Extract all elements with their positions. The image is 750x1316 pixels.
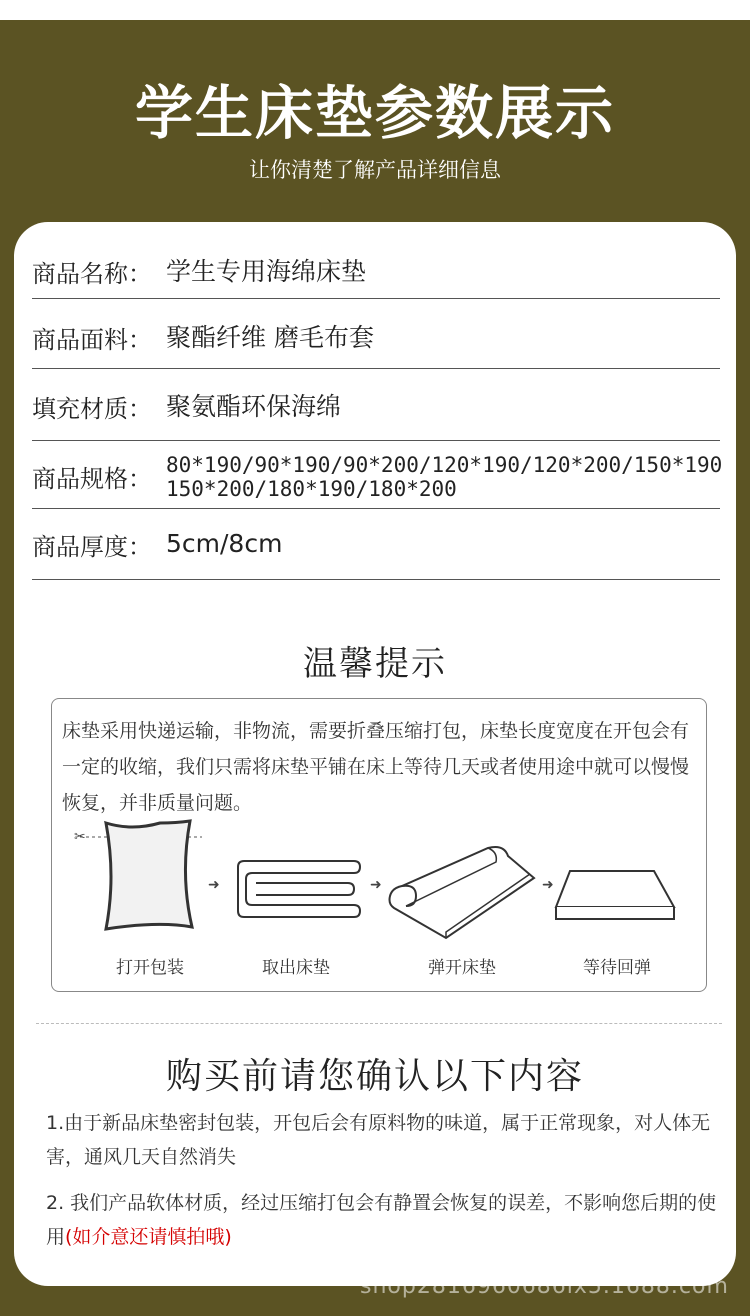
param-row-filling	[32, 369, 720, 441]
top-border	[0, 0, 750, 20]
arrow-icon: ➜	[208, 877, 220, 893]
page-title: 学生床垫参数展示	[134, 79, 615, 147]
param-value: 聚氨酯环保海绵	[166, 392, 342, 421]
page-subtitle: 让你清楚了解产品详细信息	[249, 158, 501, 182]
confirm-item-2	[46, 1186, 722, 1254]
tips-box	[51, 698, 707, 992]
param-value-line2: 150*200/180*190/180*200	[166, 477, 457, 501]
param-value: 5cm/8cm	[166, 529, 283, 558]
step-label-open: 打开包装	[116, 958, 184, 978]
param-row-size	[32, 441, 723, 509]
param-label: 填充材质：	[32, 395, 152, 423]
param-label: 商品名称：	[32, 260, 152, 288]
open-package-icon	[72, 817, 202, 933]
param-row-fabric	[32, 299, 720, 369]
content-card	[14, 222, 736, 1286]
confirm-warning: (如介意还请慎拍哦)	[65, 1226, 232, 1248]
param-label: 商品厚度：	[32, 533, 152, 561]
param-value: 学生专用海绵床垫	[166, 257, 367, 286]
param-row-thickness	[32, 509, 720, 580]
step-label-wait: 等待回弹	[583, 958, 651, 978]
arrow-icon: ➜	[370, 877, 382, 893]
flat-mattress-icon	[554, 867, 678, 925]
confirm-item-1: 1.由于新品床垫密封包装，开包后会有原料物的味道，属于正常现象，对人体无害，通风几天自然消失	[46, 1112, 711, 1168]
param-row-name	[32, 230, 720, 299]
watermark: shop2816960686lx5.1688.com	[360, 1274, 729, 1299]
confirm-title: 购买前请您确认以下内容	[165, 1056, 584, 1097]
param-value-line1: 80*190/90*190/90*200/120*190/120*200/150*190	[166, 453, 723, 477]
param-label: 商品规格：	[32, 465, 152, 493]
tips-title: 温馨提示	[303, 644, 447, 684]
unroll-mattress-icon	[386, 844, 536, 944]
param-label: 商品面料：	[32, 326, 152, 354]
step-label-take-out: 取出床垫	[262, 958, 330, 978]
svg-text:✂: ✂	[74, 829, 86, 845]
tips-text: 床垫采用快递运输，非物流，需要折叠压缩打包，床垫长度宽度在开包会有一定的收缩，我们只需将床垫平铺在床上等待几天或者使用途中就可以慢慢恢复，并非质量问题。	[62, 720, 690, 814]
param-value: 聚酯纤维 磨毛布套	[166, 323, 374, 352]
step-label-unroll: 弹开床垫	[428, 958, 496, 978]
take-out-mattress-icon	[230, 857, 364, 921]
section-divider	[36, 1023, 722, 1024]
confirm-item-2-text: 2. 我们产品软体材质，经过压缩打包会有静置会恢复的误差，不影响您后期的使用	[46, 1192, 717, 1248]
arrow-icon: ➜	[542, 877, 554, 893]
